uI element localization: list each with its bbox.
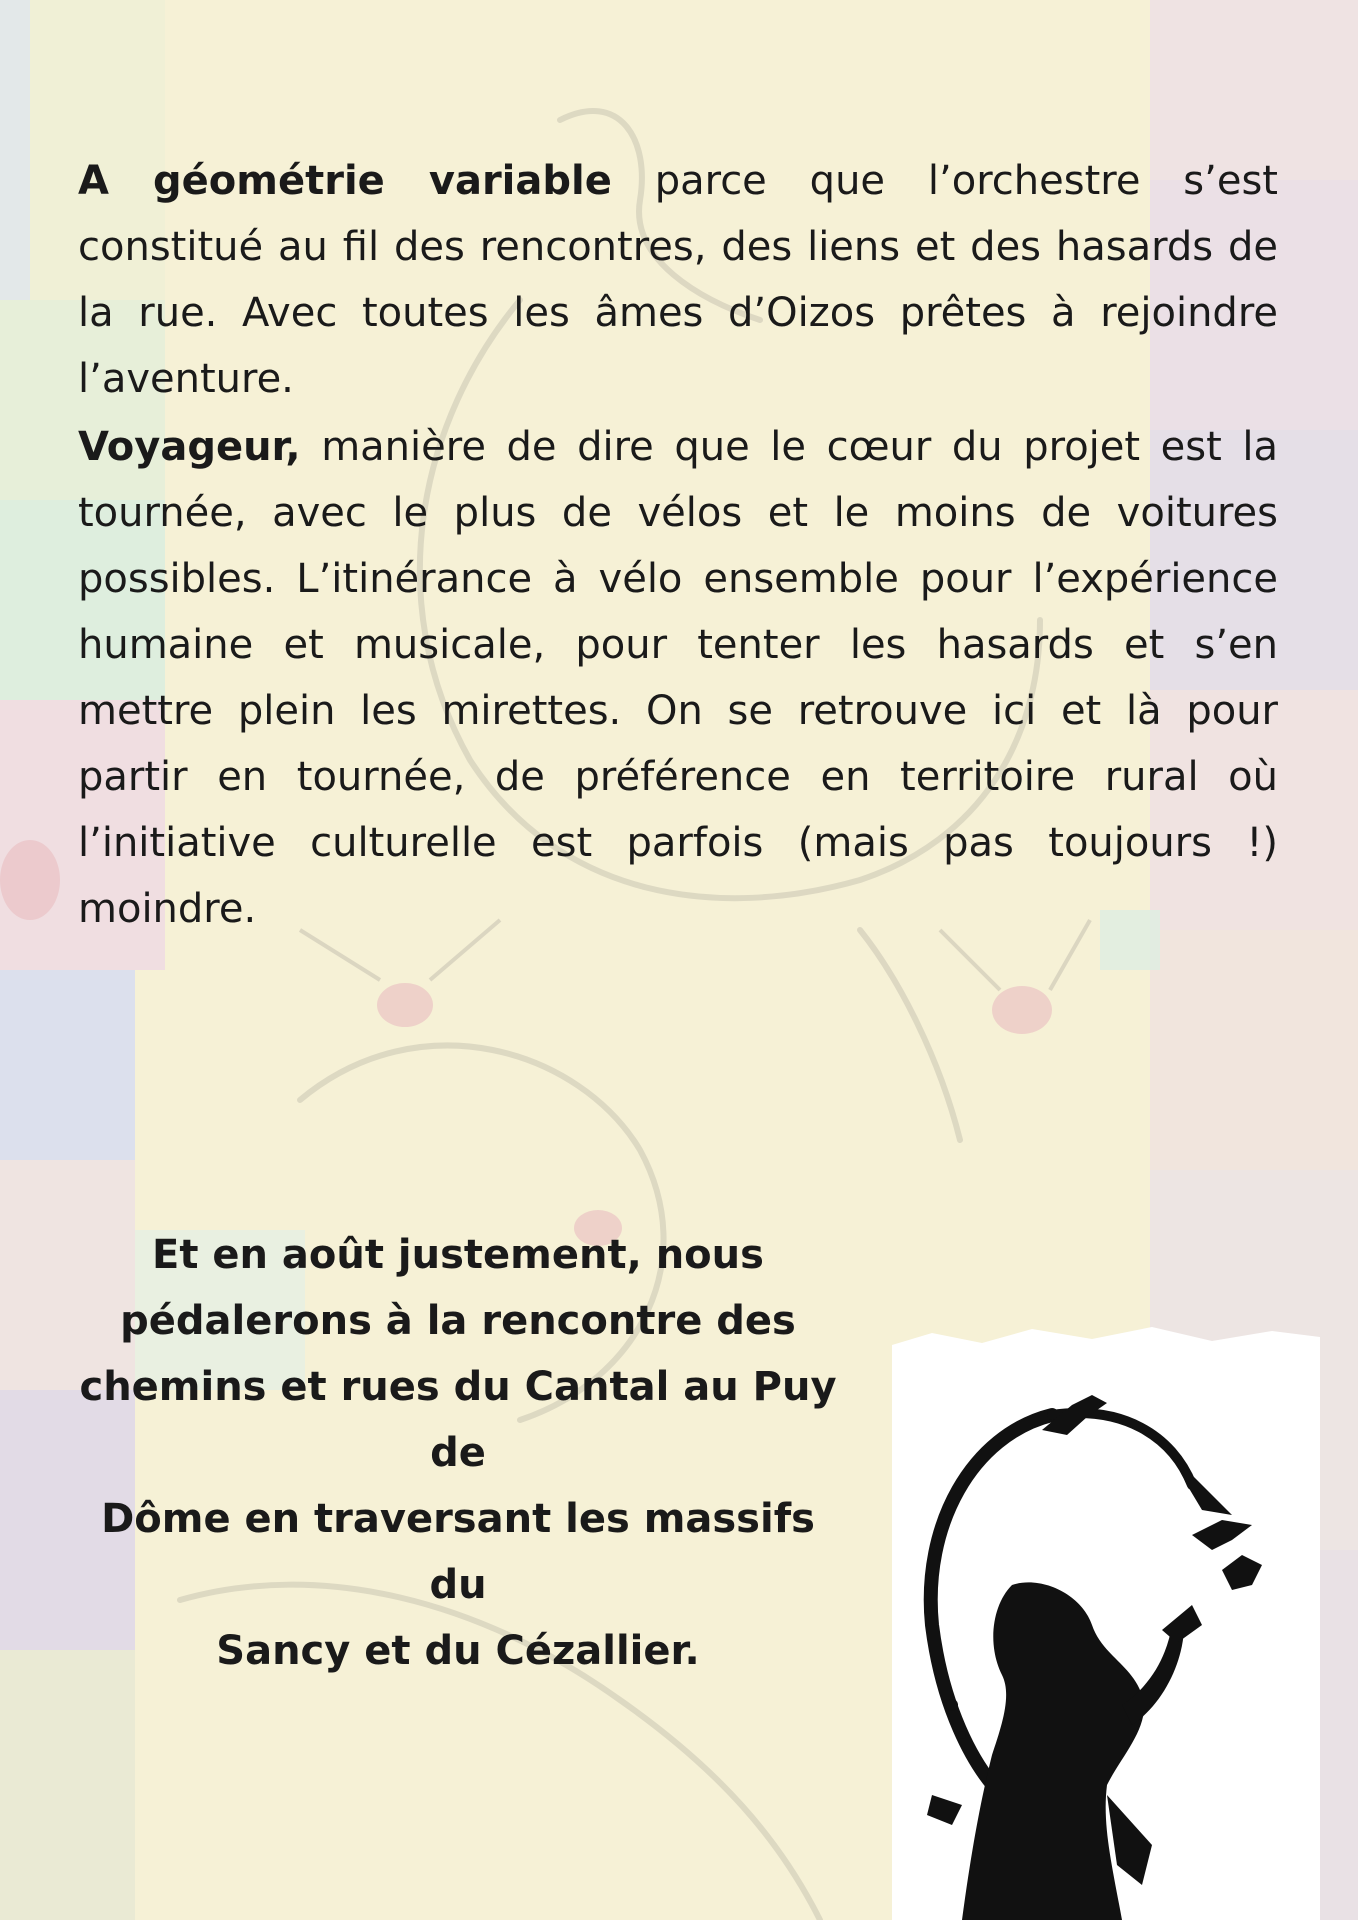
paragraph1-bold-term: A géométrie variable bbox=[78, 158, 612, 204]
paragraph2-text: manière de dire que le cœur du projet est la tournée, avec le plus de vélos et le moins de voitures possibles. L’itinérance à vélo ensemble pour l’expérience humaine et musicale, pour tenter les hasards et s’en mettre plein les mirettes. On se retrouve ici et là pour partir en tournée, de préférence en territoire rural où l’initiative culturelle est parfois (mais pas toujours !) moindre. bbox=[78, 424, 1278, 932]
paragraph2-bold-term: Voyageur, bbox=[78, 424, 301, 470]
paragraph-voyageur bbox=[78, 414, 1278, 942]
callout-line-2: pédalerons à la rencontre des bbox=[120, 1298, 796, 1344]
callout-line-1: Et en août justement, nous bbox=[152, 1232, 764, 1278]
paragraph1-text: parce que l’orchestre s’est constitué au fil des rencontres, des liens et des hasards de la rue. Avec toutes les âmes d’Oizos prêtes à rejoindre l’aventure. bbox=[78, 158, 1278, 402]
callout-line-4: Dôme en traversant les massifs du bbox=[101, 1496, 815, 1608]
silhouette-with-birds-icon bbox=[892, 1325, 1320, 1920]
paragraph-geometrie-variable bbox=[78, 148, 1278, 412]
callout-line-5: Sancy et du Cézallier. bbox=[216, 1628, 700, 1674]
august-tour-callout bbox=[72, 1222, 844, 1684]
callout-line-3: chemins et rues du Cantal au Puy de bbox=[79, 1364, 837, 1476]
